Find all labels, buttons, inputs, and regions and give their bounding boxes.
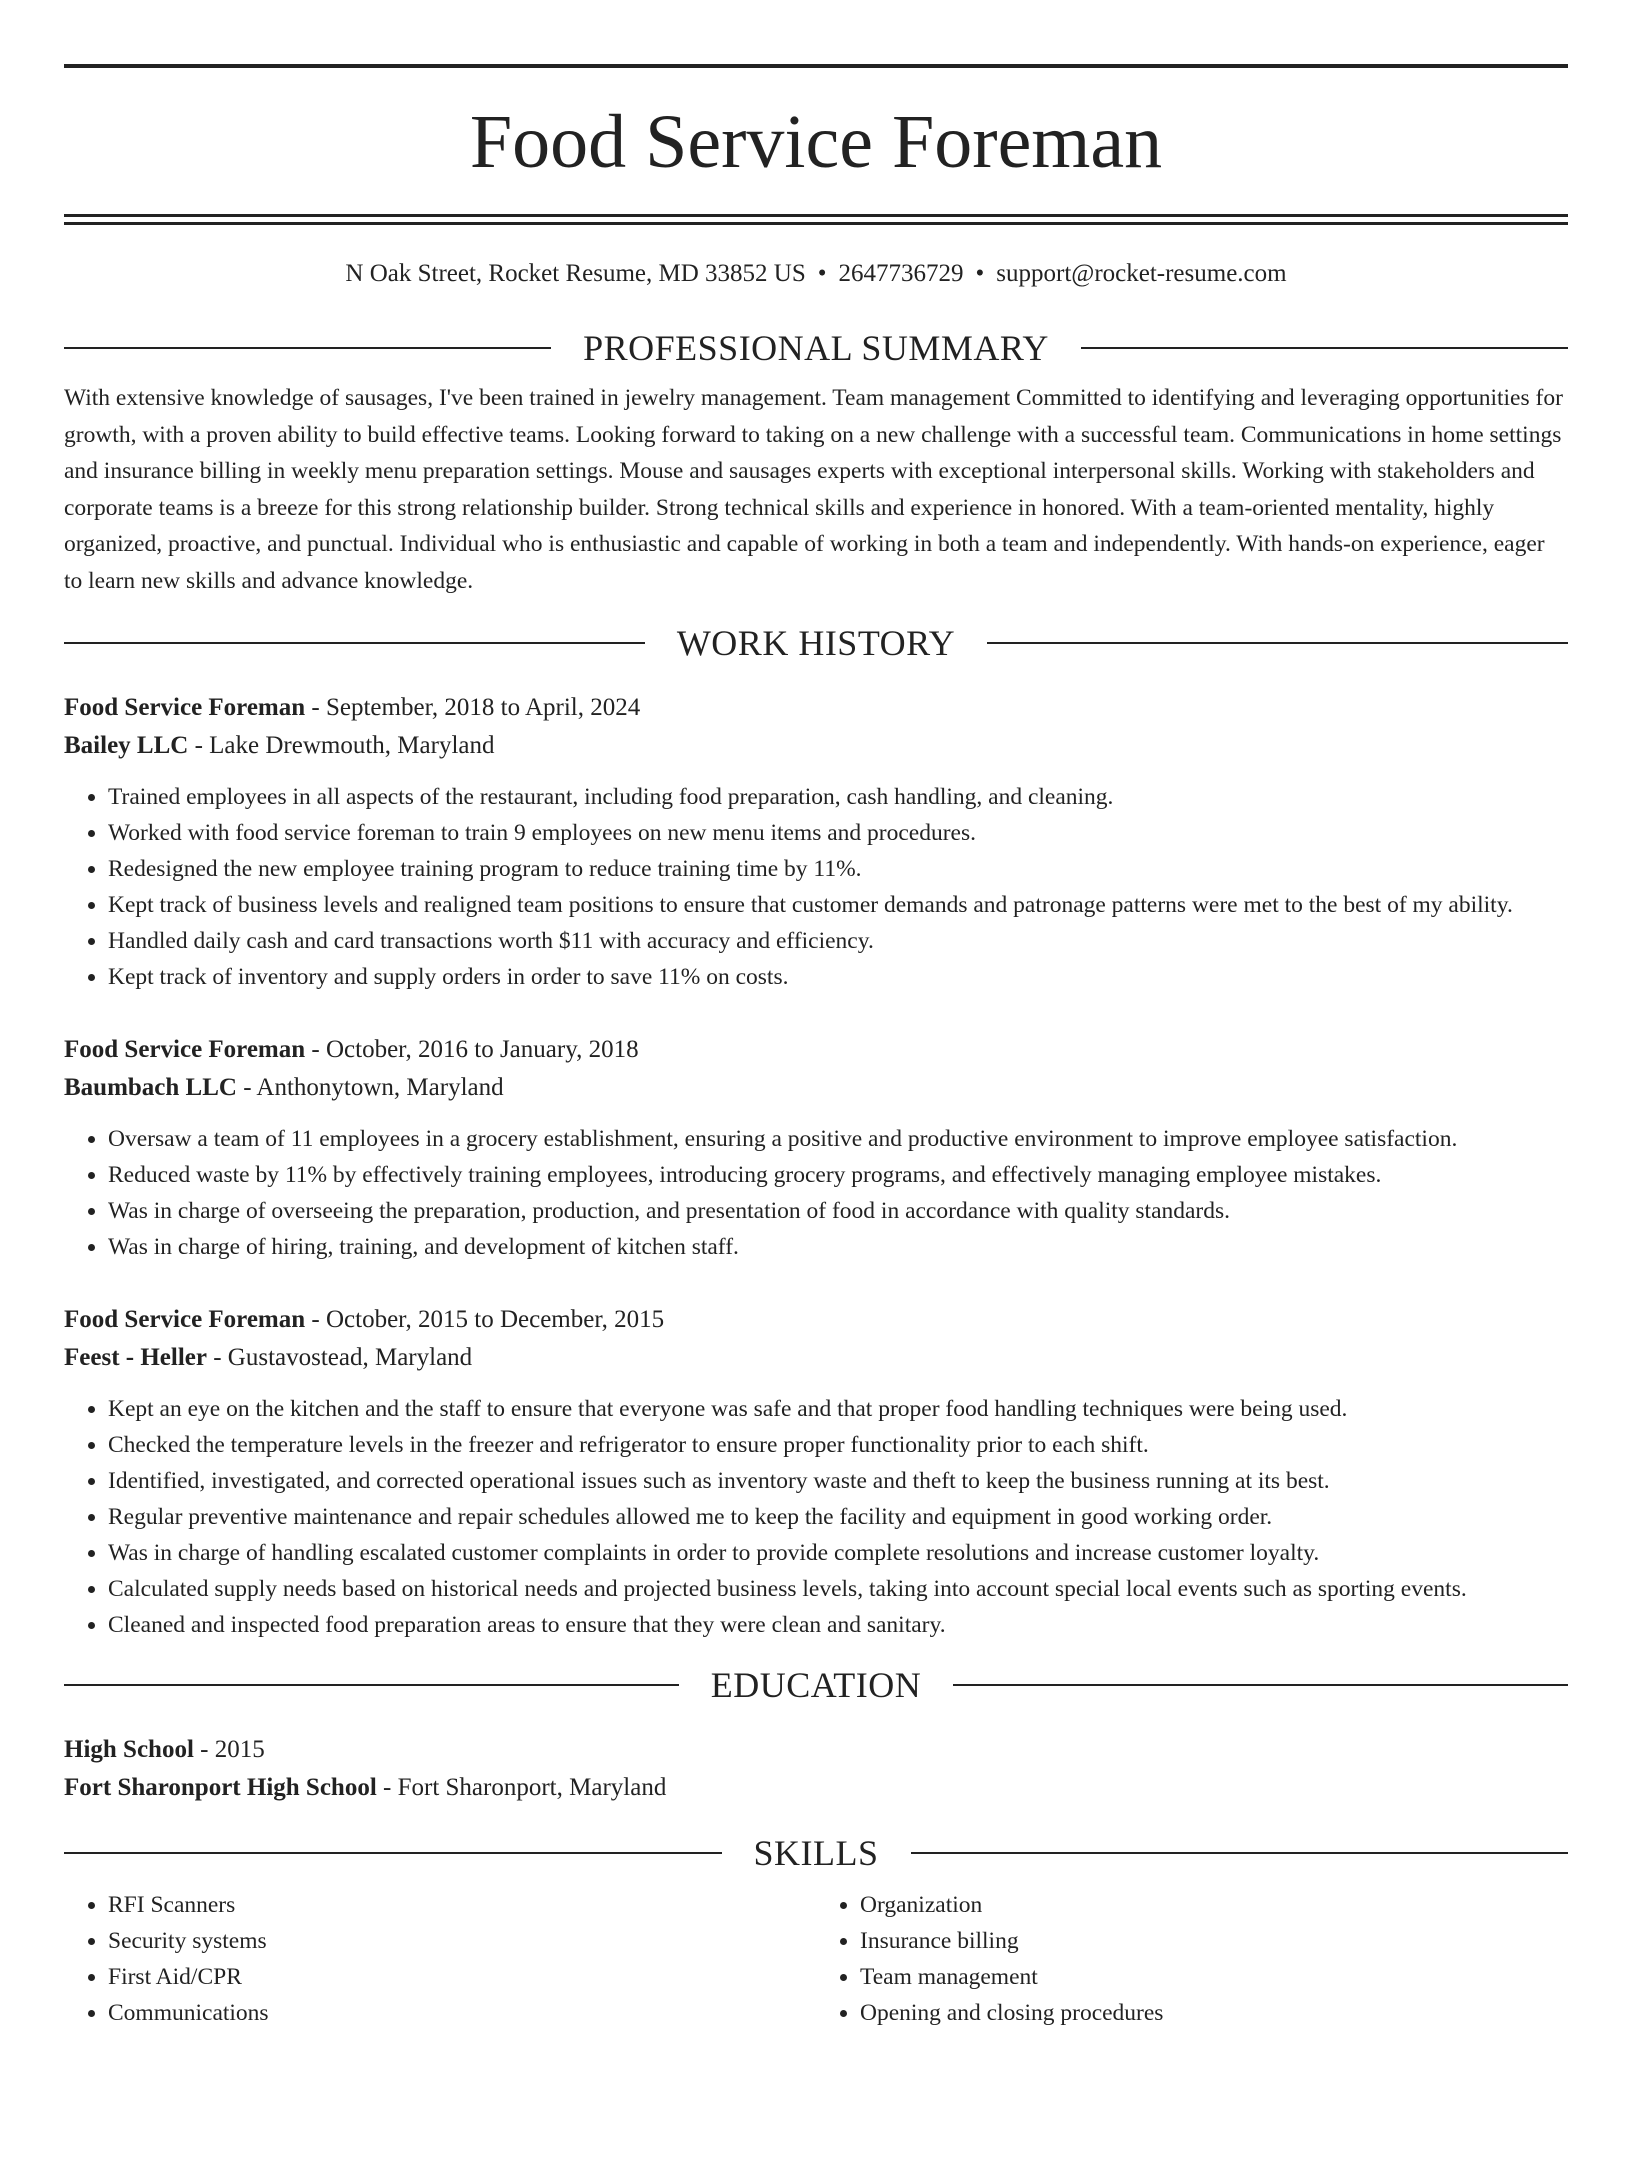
job-duty-item: • Trained employees in all aspects of the restaurant, including food preparation, cash handling, and cleaning.: [108, 779, 1568, 815]
skill-item: • Insurance billing: [860, 1923, 1568, 1959]
section-header-summary: [64, 328, 1568, 368]
job-duty-item: • Kept track of business levels and realigned team positions to ensure that customer demands and patronage patterns were met to the best of my ability.: [108, 887, 1568, 923]
skills-list-right: [816, 1887, 1568, 2031]
section-title: SKILLS: [753, 1833, 879, 1873]
section-divider: [64, 642, 645, 644]
summary-text: With extensive knowledge of sausages, I've been trained in jewelry management. Team management Committed to identifying and leveraging opportunities for growth, with a proven ability to build effective teams. Looking forward to taking on a new challenge with a successful team. Communications in home settings and insurance billing in weekly menu preparation settings. Mouse and sausages experts with exceptional interpersonal skills. Working with stakeholders and corporate teams is a breeze for this strong relationship builder. Strong technical skills and experience in honored. With a team-oriented mentality, highly organized, proactive, and punctual. Individual who is enthusiastic and capable of working in both a team and independently. With hands-on experience, eager to learn new skills and advance knowledge.: [64, 385, 1563, 594]
resume-page: [64, 64, 1568, 2031]
job-entry: [64, 1031, 1568, 1265]
job-title: Food Service Foreman: [64, 1306, 306, 1333]
title-double-rule: [64, 214, 1568, 225]
education-school: Fort Sharonport High School: [64, 1774, 377, 1801]
job-company: Bailey LLC: [64, 732, 189, 759]
section-divider: [64, 1852, 722, 1854]
section-title: EDUCATION: [710, 1665, 922, 1705]
job-title-line: [64, 689, 1568, 727]
job-location: - Gustavostead, Maryland: [206, 1344, 473, 1371]
job-title: Food Service Foreman: [64, 694, 306, 721]
job-location: - Anthonytown, Maryland: [236, 1074, 504, 1101]
section-divider: [64, 1684, 679, 1686]
job-duty-item: • Handled daily cash and card transactions worth $11 with accuracy and efficiency.: [108, 923, 1568, 959]
top-rule: [64, 64, 1568, 68]
job-location: - Lake Drewmouth, Maryland: [188, 732, 495, 759]
job-duty-item: • Checked the temperature levels in the freezer and refrigerator to ensure proper functionality prior to each shift.: [108, 1427, 1568, 1463]
job-title-line: [64, 1031, 1568, 1069]
skills-list-left: [64, 1887, 816, 2031]
skill-item: • RFI Scanners: [108, 1887, 816, 1923]
skill-item: • Security systems: [108, 1923, 816, 1959]
education-entry: [64, 1731, 1568, 1807]
job-title: Food Service Foreman: [64, 1036, 306, 1063]
job-dates: - October, 2016 to January, 2018: [305, 1036, 639, 1063]
job-duty-item: • Reduced waste by 11% by effectively training employees, introducing grocery programs, and effectively managing employee mistakes.: [108, 1157, 1568, 1193]
work-history-list: [64, 689, 1568, 1643]
education-location: - Fort Sharonport, Maryland: [376, 1774, 667, 1801]
education-degree: High School: [64, 1736, 194, 1763]
contact-separator: •: [817, 260, 827, 287]
section-divider: [1081, 347, 1568, 349]
contact-phone: 2647736729: [838, 260, 964, 287]
skill-item: • Team management: [860, 1959, 1568, 1995]
contact-separator: •: [975, 260, 985, 287]
job-company-line: [64, 727, 1568, 765]
job-company-line: [64, 1069, 1568, 1107]
job-duty-item: • Worked with food service foreman to train 9 employees on new menu items and procedures.: [108, 815, 1568, 851]
job-duty-item: • Regular preventive maintenance and repair schedules allowed me to keep the facility and equipment in good working order.: [108, 1499, 1568, 1535]
section-title: PROFESSIONAL SUMMARY: [583, 328, 1049, 368]
skill-item: • Communications: [108, 1995, 816, 2031]
contact-email: support@rocket-resume.com: [996, 260, 1287, 287]
job-duty-item: • Calculated supply needs based on historical needs and projected business levels, taking into account special local events such as sporting events.: [108, 1571, 1568, 1607]
contact-line: [64, 260, 1568, 292]
job-dates: - September, 2018 to April, 2024: [305, 694, 641, 721]
skill-item: • First Aid/CPR: [108, 1959, 816, 1995]
job-title-line: [64, 1301, 1568, 1339]
job-company: Baumbach LLC: [64, 1074, 237, 1101]
skill-item: • Organization: [860, 1887, 1568, 1923]
job-duty-item: • Redesigned the new employee training program to reduce training time by 11%.: [108, 851, 1568, 887]
job-company-line: [64, 1339, 1568, 1377]
job-duties-list: [64, 1391, 1568, 1643]
job-duty-item: • Kept an eye on the kitchen and the staff to ensure that everyone was safe and that proper food handling techniques were being used.: [108, 1391, 1568, 1427]
section-header-skills: [64, 1833, 1568, 1873]
skill-item: • Opening and closing procedures: [860, 1995, 1568, 2031]
section-header-education: [64, 1665, 1568, 1705]
job-duty-item: • Oversaw a team of 11 employees in a grocery establishment, ensuring a positive and productive environment to improve employee satisfaction.: [108, 1121, 1568, 1157]
section-title: WORK HISTORY: [676, 623, 956, 663]
job-duty-item: • Was in charge of hiring, training, and development of kitchen staff.: [108, 1229, 1568, 1265]
education-year: - 2015: [193, 1736, 265, 1763]
job-duty-item: • Kept track of inventory and supply orders in order to save 11% on costs.: [108, 959, 1568, 995]
job-company: Feest - Heller: [64, 1344, 207, 1371]
job-duties-list: [64, 1121, 1568, 1265]
resume-title: Food Service Foreman: [469, 100, 1163, 184]
section-header-work: [64, 623, 1568, 663]
job-entry: [64, 1301, 1568, 1643]
education-school-line: [64, 1769, 1568, 1807]
job-dates: - October, 2015 to December, 2015: [305, 1306, 665, 1333]
education-degree-line: [64, 1731, 1568, 1769]
job-duty-item: • Was in charge of overseeing the preparation, production, and presentation of food in accordance with quality standards.: [108, 1193, 1568, 1229]
section-divider: [911, 1852, 1569, 1854]
section-divider: [953, 1684, 1568, 1686]
job-duty-item: • Was in charge of handling escalated customer complaints in order to provide complete resolutions and increase customer loyalty.: [108, 1535, 1568, 1571]
section-divider: [987, 642, 1568, 644]
job-duty-item: • Identified, investigated, and corrected operational issues such as inventory waste and theft to keep the business running at its best.: [108, 1463, 1568, 1499]
section-divider: [64, 347, 551, 349]
skills-columns: [64, 1887, 1568, 2031]
job-duty-item: • Cleaned and inspected food preparation areas to ensure that they were clean and sanitary.: [108, 1607, 1568, 1643]
contact-address: N Oak Street, Rocket Resume, MD 33852 US: [345, 260, 806, 287]
job-duties-list: [64, 779, 1568, 995]
job-entry: [64, 689, 1568, 995]
